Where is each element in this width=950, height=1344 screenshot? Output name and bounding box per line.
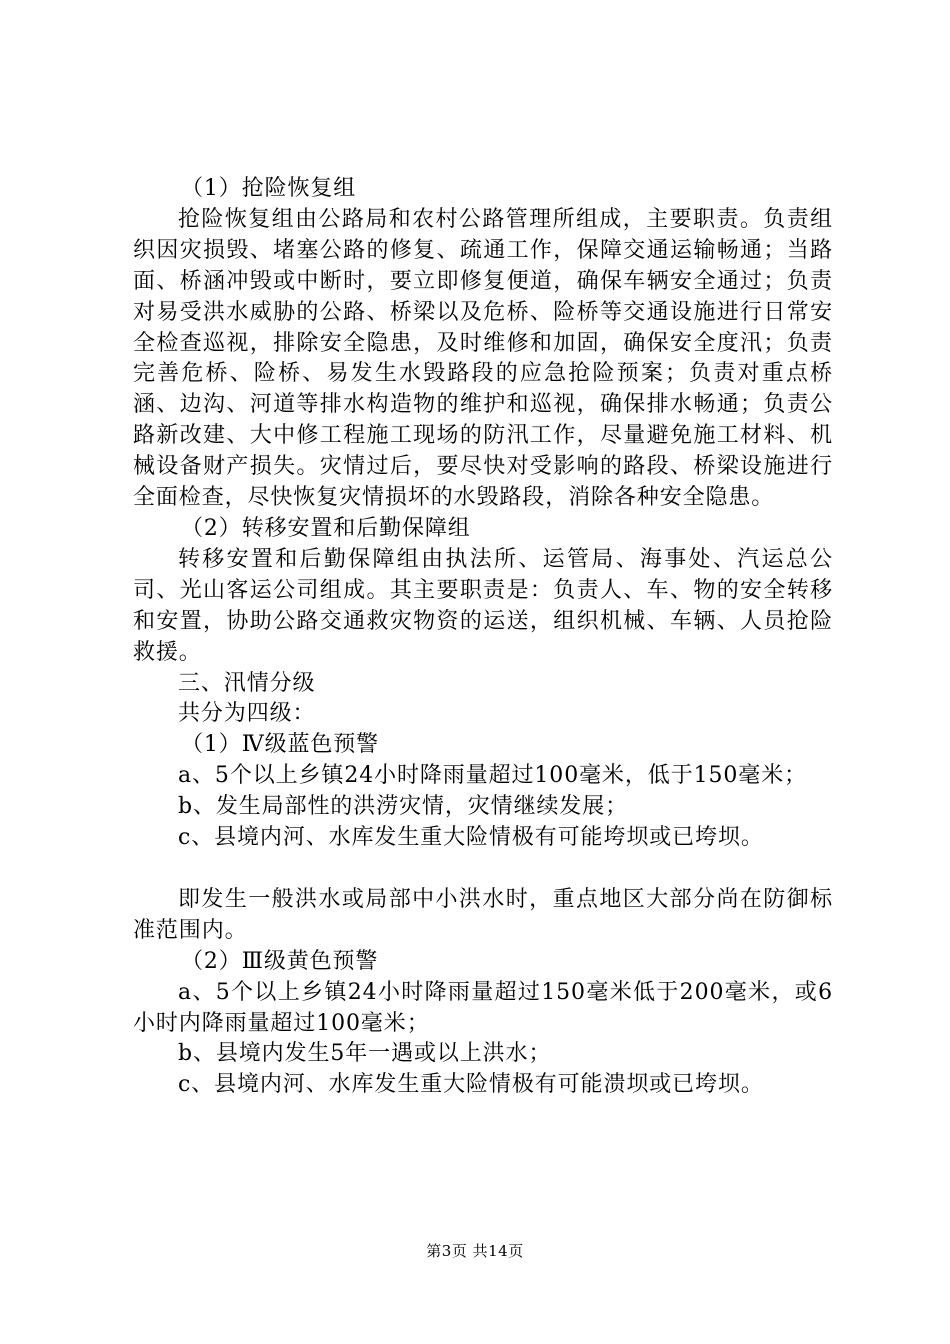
level-iv-item-b: b、发生局部性的洪涝灾情，灾情继续发展； <box>178 794 629 820</box>
level-iv-item-a: a、5个以上乡镇24小时降雨量超过100毫米，低于150毫米； <box>178 763 807 789</box>
level-iii-item-c: c、县境内河、水库发生重大险情极有可能溃坝或已垮坝。 <box>178 1072 764 1098</box>
page-number-footer: 第3页 共14页 <box>426 1242 524 1260</box>
level-iii-item-b: b、县境内发生5年一遇或以上洪水； <box>178 1041 552 1067</box>
level-iii-heading: （2）Ⅲ级黄色预警 <box>181 948 379 974</box>
section-heading-rescue-group: （1）抢险恢复组 <box>181 176 357 201</box>
level-iv-item-c: c、县境内河、水库发生重大险情极有可能垮坝或已垮坝。 <box>178 825 764 851</box>
level-iv-heading: （1）Ⅳ级蓝色预警 <box>181 732 380 758</box>
paragraph-rescue-duties: 抢险恢复组由公路局和农村公路管理所组成，主要职责。负责组织因灾损毁、堵塞公路的修复、疏通工作，保障交通运输畅通；当路面、桥涵冲毁或中断时，要立即修复便道，确保车辆安全通过；负责对易受洪水威胁的公路、桥梁以及危桥、险桥等交通设施进行日常安全检查巡视，排除安全隐患，及时维修和加固，确保安全度汛；负责完善危桥、险桥、易发生水毁路段的应急抢险预案；负责对重点桥涵、边沟、河道等排水构造物的维护和巡视，确保排水畅通；负责公路新改建、大中修工程施工现场的防汛工作，尽量避免施工材料、机械设备财产损失。灾情过后，要尽快对受影响的路段、桥梁设施进行全面检查，尽快恢复灾情损坏的水毁路段，消除各种安全隐患。 <box>133 206 833 511</box>
section-heading-relocation-group: （2）转移安置和后勤保障组 <box>181 515 471 541</box>
paragraph-relocation-duties: 转移安置和后勤保障组由执法所、运管局、海事处、汽运总公司、光山客运公司组成。其主要职责是：负责人、车、物的安全转移和安置，协助公路交通救灾物资的运送，组织机械、车辆、人员抢险救援。 <box>133 546 833 665</box>
paragraph-four-levels: 共分为四级： <box>178 701 316 727</box>
document-body <box>133 174 833 1101</box>
section-heading-flood-levels: 三、汛情分级 <box>178 670 316 696</box>
level-iv-summary: 即发生一般洪水或局部中小洪水时，重点地区大部分尚在防御标准范围内。 <box>133 886 833 943</box>
level-iii-item-a: a、5个以上乡镇24小时降雨量超过150毫米低于200毫米，或6小时内降雨量超过100毫米； <box>133 979 833 1036</box>
